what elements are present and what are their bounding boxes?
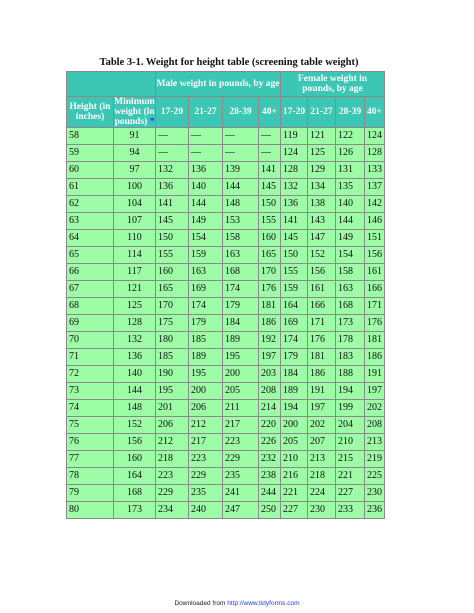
male-weight-cell: 218 [156, 451, 189, 468]
male-weight-cell: 220 [259, 417, 281, 434]
minimum-weight-cell: 104 [114, 196, 156, 213]
minimum-weight-cell: 173 [114, 502, 156, 519]
female-weight-cell: 218 [308, 468, 336, 485]
male-weight-cell: — [259, 128, 281, 145]
male-weight-cell: 150 [156, 230, 189, 247]
female-weight-cell: 227 [336, 485, 365, 502]
male-weight-cell: 244 [259, 485, 281, 502]
minimum-weight-column-header [114, 97, 156, 128]
table-row [67, 417, 385, 434]
female-weight-cell: 149 [336, 230, 365, 247]
minimum-weight-cell: 156 [114, 434, 156, 451]
table-row [67, 468, 385, 485]
female-weight-cell: 168 [336, 298, 365, 315]
male-weight-cell: — [189, 145, 223, 162]
female-weight-cell: 210 [336, 434, 365, 451]
female-weight-cell: 129 [308, 162, 336, 179]
male-weight-cell: 200 [189, 383, 223, 400]
table-row [67, 383, 385, 400]
female-weight-cell: 227 [281, 502, 308, 519]
female-weight-cell: 154 [336, 247, 365, 264]
male-weight-cell: 169 [189, 281, 223, 298]
footer [0, 600, 474, 607]
female-weight-cell: 230 [308, 502, 336, 519]
male-weight-cell: 217 [223, 417, 259, 434]
female-weight-cell: 225 [365, 468, 385, 485]
male-weight-cell: 148 [223, 196, 259, 213]
minimum-weight-cell: 125 [114, 298, 156, 315]
table-body [67, 128, 385, 519]
female-weight-cell: 169 [281, 315, 308, 332]
height-cell: 70 [67, 332, 114, 349]
minimum-weight-label: Minimum weight (in pounds) [114, 97, 155, 127]
male-weight-cell: 168 [223, 264, 259, 281]
minimum-weight-cell: 91 [114, 128, 156, 145]
male-weight-cell: 208 [259, 383, 281, 400]
female-weight-cell: 236 [365, 502, 385, 519]
table-row [67, 162, 385, 179]
minimum-weight-cell: 100 [114, 179, 156, 196]
female-weight-cell: 224 [308, 485, 336, 502]
height-cell: 74 [67, 400, 114, 417]
table-row [67, 196, 385, 213]
female-weight-cell: 122 [336, 128, 365, 145]
male-weight-cell: 195 [156, 383, 189, 400]
female-weight-cell: 173 [336, 315, 365, 332]
male-weight-cell: — [156, 145, 189, 162]
minimum-weight-cell: 148 [114, 400, 156, 417]
table-row [67, 366, 385, 383]
female-weight-cell: 124 [365, 128, 385, 145]
male-weight-cell: 139 [223, 162, 259, 179]
male-weight-cell: 223 [223, 434, 259, 451]
female-weight-cell: 202 [365, 400, 385, 417]
table-row [67, 400, 385, 417]
female-weight-cell: 200 [281, 417, 308, 434]
female-weight-cell: 194 [336, 383, 365, 400]
male-weight-cell: 240 [189, 502, 223, 519]
male-weight-cell: 229 [189, 468, 223, 485]
height-cell: 80 [67, 502, 114, 519]
minimum-weight-cell: 144 [114, 383, 156, 400]
female-weight-cell: 233 [336, 502, 365, 519]
male-weight-cell: 229 [223, 451, 259, 468]
male-weight-cell: 144 [189, 196, 223, 213]
female-weight-cell: 166 [365, 281, 385, 298]
male-group-header: Male weight in pounds, by age [156, 72, 281, 97]
male-weight-cell: — [223, 145, 259, 162]
male-weight-cell: 165 [156, 281, 189, 298]
height-column-header: Height (in inches) [67, 97, 114, 128]
male-weight-cell: 189 [189, 349, 223, 366]
male-weight-cell: 190 [156, 366, 189, 383]
female-weight-cell: 144 [336, 213, 365, 230]
male-weight-cell: 176 [259, 281, 281, 298]
male-weight-cell: 174 [189, 298, 223, 315]
height-cell: 72 [67, 366, 114, 383]
male-weight-cell: 192 [259, 332, 281, 349]
male-weight-cell: 180 [156, 332, 189, 349]
minimum-weight-cell: 136 [114, 349, 156, 366]
female-weight-cell: 158 [336, 264, 365, 281]
female-weight-cell: 191 [365, 366, 385, 383]
male-weight-cell: 223 [156, 468, 189, 485]
height-cell: 61 [67, 179, 114, 196]
minimum-weight-cell: 160 [114, 451, 156, 468]
female-weight-cell: 150 [281, 247, 308, 264]
female-weight-cell: 156 [308, 264, 336, 281]
male-weight-cell: 186 [259, 315, 281, 332]
female-weight-cell: 132 [281, 179, 308, 196]
male-weight-cell: 185 [156, 349, 189, 366]
male-weight-cell: 179 [189, 315, 223, 332]
header-blank-cell [67, 72, 156, 97]
male-weight-cell: 160 [156, 264, 189, 281]
male-weight-cell: 158 [223, 230, 259, 247]
female-weight-cell: 156 [365, 247, 385, 264]
male-weight-cell: 238 [259, 468, 281, 485]
female-age-header: 21-27 [308, 97, 336, 128]
male-weight-cell: 155 [259, 213, 281, 230]
male-weight-cell: 250 [259, 502, 281, 519]
male-weight-cell: 154 [189, 230, 223, 247]
table-row [67, 315, 385, 332]
female-weight-cell: 174 [281, 332, 308, 349]
male-weight-cell: 153 [223, 213, 259, 230]
male-weight-cell: 140 [189, 179, 223, 196]
female-weight-cell: 125 [308, 145, 336, 162]
height-cell: 69 [67, 315, 114, 332]
female-weight-cell: 186 [365, 349, 385, 366]
table-row [67, 179, 385, 196]
male-weight-cell: 145 [156, 213, 189, 230]
female-weight-cell: 213 [365, 434, 385, 451]
height-cell: 79 [67, 485, 114, 502]
female-weight-cell: 181 [308, 349, 336, 366]
height-cell: 68 [67, 298, 114, 315]
height-cell: 60 [67, 162, 114, 179]
male-weight-cell: 205 [223, 383, 259, 400]
female-weight-cell: 179 [281, 349, 308, 366]
male-weight-cell: 197 [259, 349, 281, 366]
female-weight-cell: 176 [365, 315, 385, 332]
male-weight-cell: 184 [223, 315, 259, 332]
male-weight-cell: 235 [223, 468, 259, 485]
male-age-header: 28-39 [223, 97, 259, 128]
footnote-link[interactable]: * [149, 117, 155, 127]
male-weight-cell: 212 [156, 434, 189, 451]
female-weight-cell: 135 [336, 179, 365, 196]
female-weight-cell: 186 [308, 366, 336, 383]
male-weight-cell: 247 [223, 502, 259, 519]
male-age-header: 17-20 [156, 97, 189, 128]
minimum-weight-cell: 121 [114, 281, 156, 298]
female-weight-cell: 133 [365, 162, 385, 179]
minimum-weight-cell: 168 [114, 485, 156, 502]
male-weight-cell: 185 [189, 332, 223, 349]
female-weight-cell: 181 [365, 332, 385, 349]
male-weight-cell: 229 [156, 485, 189, 502]
table-row [67, 281, 385, 298]
female-weight-cell: 138 [308, 196, 336, 213]
female-weight-cell: 161 [365, 264, 385, 281]
female-weight-cell: 178 [336, 332, 365, 349]
male-weight-cell: 163 [223, 247, 259, 264]
table-row [67, 213, 385, 230]
height-cell: 62 [67, 196, 114, 213]
female-weight-cell: 221 [281, 485, 308, 502]
female-weight-cell: 188 [336, 366, 365, 383]
minimum-weight-cell: 107 [114, 213, 156, 230]
female-weight-cell: 137 [365, 179, 385, 196]
minimum-weight-cell: 132 [114, 332, 156, 349]
male-weight-cell: — [259, 145, 281, 162]
height-cell: 66 [67, 264, 114, 281]
male-weight-cell: 165 [259, 247, 281, 264]
female-weight-cell: 146 [365, 213, 385, 230]
male-weight-cell: 203 [259, 366, 281, 383]
female-weight-cell: 197 [365, 383, 385, 400]
male-weight-cell: 145 [259, 179, 281, 196]
height-cell: 58 [67, 128, 114, 145]
male-weight-cell: 214 [259, 400, 281, 417]
male-age-header: 21-27 [189, 97, 223, 128]
height-cell: 75 [67, 417, 114, 434]
female-weight-cell: 164 [281, 298, 308, 315]
female-weight-cell: 152 [308, 247, 336, 264]
male-weight-cell: 163 [189, 264, 223, 281]
table-row [67, 502, 385, 519]
female-weight-cell: 128 [281, 162, 308, 179]
female-weight-cell: 176 [308, 332, 336, 349]
height-cell: 65 [67, 247, 114, 264]
female-weight-cell: 161 [308, 281, 336, 298]
table-row [67, 247, 385, 264]
male-weight-cell: 200 [223, 366, 259, 383]
height-cell: 73 [67, 383, 114, 400]
table-row [67, 128, 385, 145]
female-weight-cell: 202 [308, 417, 336, 434]
female-weight-cell: 184 [281, 366, 308, 383]
male-weight-cell: 179 [223, 298, 259, 315]
table-title: Table 3-1. Weight for height table (screening table weight) [99, 57, 359, 68]
female-age-header: 17-20 [281, 97, 308, 128]
male-weight-cell: 155 [156, 247, 189, 264]
female-age-header: 28-39 [336, 97, 365, 128]
female-weight-cell: 197 [308, 400, 336, 417]
female-weight-cell: 143 [308, 213, 336, 230]
male-weight-cell: 201 [156, 400, 189, 417]
female-weight-cell: 155 [281, 264, 308, 281]
minimum-weight-cell: 94 [114, 145, 156, 162]
weight-for-height-table [66, 71, 385, 519]
male-age-header: 40+ [259, 97, 281, 128]
height-cell: 76 [67, 434, 114, 451]
footer-link[interactable]: http://www.tidyforms.com [227, 600, 300, 607]
female-weight-cell: 215 [336, 451, 365, 468]
minimum-weight-cell: 110 [114, 230, 156, 247]
table-row [67, 230, 385, 247]
female-weight-cell: 145 [281, 230, 308, 247]
table-row [67, 349, 385, 366]
female-age-header: 40+ [365, 97, 385, 128]
table-row [67, 145, 385, 162]
female-weight-cell: 171 [308, 315, 336, 332]
female-weight-cell: 151 [365, 230, 385, 247]
male-weight-cell: 181 [259, 298, 281, 315]
height-cell: 77 [67, 451, 114, 468]
female-weight-cell: 142 [365, 196, 385, 213]
male-weight-cell: 211 [223, 400, 259, 417]
minimum-weight-cell: 152 [114, 417, 156, 434]
female-weight-cell: 171 [365, 298, 385, 315]
male-weight-cell: — [156, 128, 189, 145]
male-weight-cell: 132 [156, 162, 189, 179]
height-cell: 67 [67, 281, 114, 298]
female-weight-cell: 136 [281, 196, 308, 213]
female-weight-cell: 140 [336, 196, 365, 213]
female-weight-cell: 128 [365, 145, 385, 162]
minimum-weight-cell: 97 [114, 162, 156, 179]
female-weight-cell: 221 [336, 468, 365, 485]
female-weight-cell: 189 [281, 383, 308, 400]
male-weight-cell: 141 [259, 162, 281, 179]
male-weight-cell: 223 [189, 451, 223, 468]
female-weight-cell: 230 [365, 485, 385, 502]
female-weight-cell: 207 [308, 434, 336, 451]
table-row [67, 264, 385, 281]
male-weight-cell: 232 [259, 451, 281, 468]
male-weight-cell: 241 [223, 485, 259, 502]
male-weight-cell: 159 [189, 247, 223, 264]
female-weight-cell: 141 [281, 213, 308, 230]
table-row [67, 451, 385, 468]
minimum-weight-cell: 114 [114, 247, 156, 264]
male-weight-cell: 150 [259, 196, 281, 213]
female-weight-cell: 126 [336, 145, 365, 162]
female-weight-cell: 210 [281, 451, 308, 468]
male-weight-cell: 195 [223, 349, 259, 366]
male-weight-cell: 174 [223, 281, 259, 298]
female-weight-cell: 131 [336, 162, 365, 179]
table-row [67, 485, 385, 502]
female-weight-cell: 205 [281, 434, 308, 451]
female-weight-cell: 208 [365, 417, 385, 434]
male-weight-cell: 141 [156, 196, 189, 213]
male-weight-cell: 217 [189, 434, 223, 451]
table-row [67, 332, 385, 349]
female-weight-cell: 166 [308, 298, 336, 315]
male-weight-cell: 136 [189, 162, 223, 179]
male-weight-cell: 144 [223, 179, 259, 196]
female-weight-cell: 194 [281, 400, 308, 417]
male-weight-cell: 136 [156, 179, 189, 196]
minimum-weight-cell: 140 [114, 366, 156, 383]
minimum-weight-cell: 117 [114, 264, 156, 281]
footer-prefix: Downloaded from [174, 600, 226, 607]
female-weight-cell: 213 [308, 451, 336, 468]
female-weight-cell: 147 [308, 230, 336, 247]
female-weight-cell: 216 [281, 468, 308, 485]
table-row [67, 434, 385, 451]
height-cell: 71 [67, 349, 114, 366]
male-weight-cell: 170 [259, 264, 281, 281]
male-weight-cell: 235 [189, 485, 223, 502]
male-weight-cell: 149 [189, 213, 223, 230]
female-weight-cell: 163 [336, 281, 365, 298]
height-cell: 59 [67, 145, 114, 162]
female-weight-cell: 121 [308, 128, 336, 145]
female-weight-cell: 124 [281, 145, 308, 162]
male-weight-cell: 206 [156, 417, 189, 434]
female-weight-cell: 204 [336, 417, 365, 434]
height-cell: 64 [67, 230, 114, 247]
male-weight-cell: 212 [189, 417, 223, 434]
male-weight-cell: 206 [189, 400, 223, 417]
minimum-weight-cell: 164 [114, 468, 156, 485]
male-weight-cell: 160 [259, 230, 281, 247]
height-cell: 63 [67, 213, 114, 230]
female-weight-cell: 134 [308, 179, 336, 196]
male-weight-cell: 234 [156, 502, 189, 519]
female-group-header: Female weight in pounds, by age [281, 72, 385, 97]
female-weight-cell: 119 [281, 128, 308, 145]
male-weight-cell: 189 [223, 332, 259, 349]
table-row [67, 298, 385, 315]
female-weight-cell: 191 [308, 383, 336, 400]
minimum-weight-cell: 128 [114, 315, 156, 332]
female-weight-cell: 219 [365, 451, 385, 468]
male-weight-cell: — [189, 128, 223, 145]
male-weight-cell: 195 [189, 366, 223, 383]
male-weight-cell: — [223, 128, 259, 145]
male-weight-cell: 226 [259, 434, 281, 451]
male-weight-cell: 175 [156, 315, 189, 332]
female-weight-cell: 199 [336, 400, 365, 417]
male-weight-cell: 170 [156, 298, 189, 315]
height-cell: 78 [67, 468, 114, 485]
female-weight-cell: 159 [281, 281, 308, 298]
female-weight-cell: 183 [336, 349, 365, 366]
